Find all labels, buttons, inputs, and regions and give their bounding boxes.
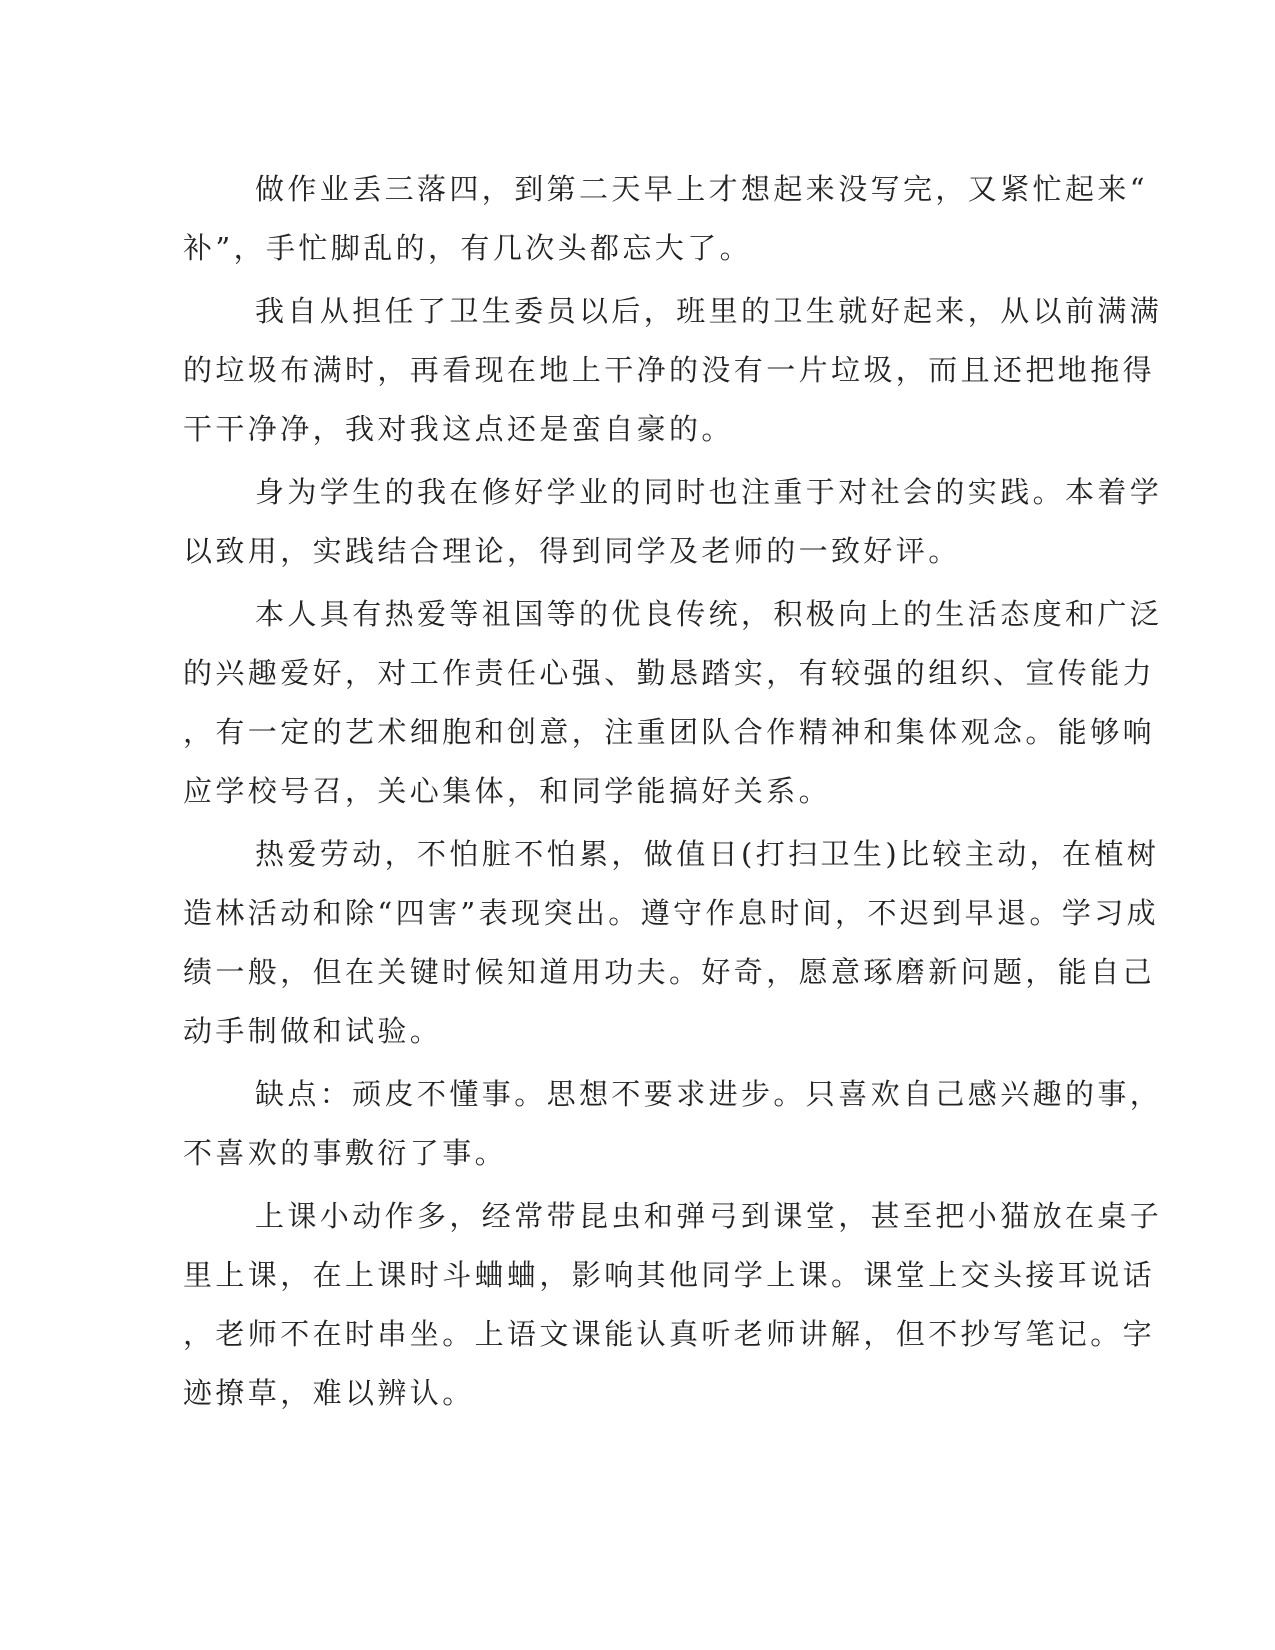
paragraph-line: 应学校号召，关心集体，和同学能搞好关系。 bbox=[183, 774, 832, 808]
paragraph-line: 的垃圾布满时，再看现在地上干净的没有一片垃圾，而且还把地拖得 bbox=[183, 353, 1156, 387]
paragraph-line: 做作业丢三落四，到第二天早上才想起来没写完，又紧忙起来“ bbox=[255, 172, 1149, 206]
paragraph-line: 造林活动和除“四害”表现突出。遵守作息时间，不迟到早退。学习成 bbox=[183, 896, 1160, 930]
paragraph-line: 以致用，实践结合理论，得到同学及老师的一致好评。 bbox=[183, 534, 961, 568]
paragraph-line: 补”，手忙脚乱的，有几次头都忘大了。 bbox=[183, 231, 753, 265]
paragraph-line: 本人具有热爱等祖国等的优良传统，积极向上的生活态度和广泛 bbox=[255, 597, 1163, 631]
paragraph-line: 的兴趣爱好，对工作责任心强、勤恳踏实，有较强的组织、宣传能力 bbox=[183, 656, 1156, 690]
paragraph-line: 缺点：顽皮不懂事。思想不要求进步。只喜欢自己感兴趣的事， bbox=[255, 1077, 1163, 1111]
paragraph-line: 动手制做和试验。 bbox=[183, 1014, 443, 1048]
paragraph-line: 不喜欢的事敷衍了事。 bbox=[183, 1136, 508, 1170]
paragraph-line: 里上课，在上课时斗蛐蛐，影响其他同学上课。课堂上交头接耳说话 bbox=[183, 1258, 1156, 1292]
paragraph-homework bbox=[183, 160, 1149, 278]
paragraph-line: 热爱劳动，不怕脏不怕累，做值日(打扫卫生)比较主动，在植树 bbox=[255, 837, 1160, 871]
paragraph-hygiene bbox=[183, 282, 1163, 459]
paragraph-line: ，老师不在时串坐。上语文课能认真听老师讲解，但不抄写笔记。字 bbox=[183, 1317, 1156, 1351]
paragraph-line: 迹撩草，难以辨认。 bbox=[183, 1376, 475, 1410]
paragraph-line: ，有一定的艺术细胞和创意，注重团队合作精神和集体观念。能够响 bbox=[183, 715, 1156, 749]
paragraph-character bbox=[183, 585, 1163, 821]
paragraph-line: 上课小动作多，经常带昆虫和弹弓到课堂，甚至把小猫放在桌子 bbox=[255, 1199, 1163, 1233]
paragraph-line: 身为学生的我在修好学业的同时也注重于对社会的实践。本着学 bbox=[255, 475, 1163, 509]
paragraph-line: 绩一般，但在关键时候知道用功夫。好奇，愿意琢磨新问题，能自己 bbox=[183, 955, 1156, 989]
paragraph-classroom bbox=[183, 1187, 1163, 1423]
paragraph-labor bbox=[183, 825, 1160, 1061]
paragraph-shortcomings bbox=[183, 1065, 1163, 1183]
paragraph-practice bbox=[183, 463, 1163, 581]
paragraph-line: 我自从担任了卫生委员以后，班里的卫生就好起来，从以前满满 bbox=[255, 294, 1163, 328]
paragraph-line: 干干净净，我对我这点还是蛮自豪的。 bbox=[183, 412, 734, 446]
document-body bbox=[183, 160, 1163, 1427]
